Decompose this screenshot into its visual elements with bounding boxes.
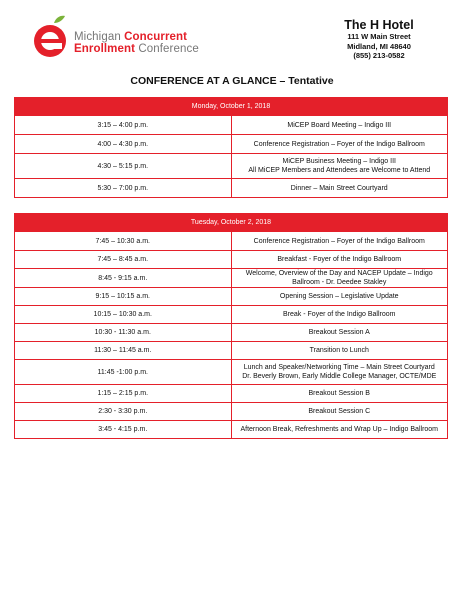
session-time: 9:15 – 10:15 a.m. <box>15 288 232 306</box>
session-time: 5:30 – 7:00 p.m. <box>15 179 232 198</box>
hotel-street: 111 W Main Street <box>347 32 411 41</box>
session-event: MiCEP Business Meeting – Indigo III All MiCEP Members and Attendees are Welcome to Attend <box>231 154 448 179</box>
session-event: Lunch and Speaker/Networking Time – Main Street Courtyard Dr. Beverly Brown, Early Middle College Manager, OCTE/MDE <box>231 360 448 385</box>
session-time: 2:30 - 3:30 p.m. <box>15 403 232 421</box>
table-row <box>15 324 448 342</box>
table-row <box>15 421 448 439</box>
day-header-row <box>15 214 448 232</box>
table-row <box>15 269 448 288</box>
session-time: 4:00 – 4:30 p.m. <box>15 135 232 154</box>
session-time: 10:30 - 11:30 a.m. <box>15 324 232 342</box>
session-event: Breakout Session A <box>231 324 448 342</box>
session-time: 10:15 – 10:30 a.m. <box>15 306 232 324</box>
logo-line-1: Michigan Concurrent <box>74 31 188 43</box>
session-event: Opening Session – Legislative Update <box>231 288 448 306</box>
session-event: MiCEP Board Meeting – Indigo III <box>231 116 448 135</box>
table-row <box>15 179 448 198</box>
page-title: CONFERENCE AT A GLANCE – Tentative <box>130 75 334 87</box>
table-row <box>15 288 448 306</box>
table-row <box>15 306 448 324</box>
session-event: Break - Foyer of the Indigo Ballroom <box>231 306 448 324</box>
table-row <box>15 154 448 179</box>
day-header: Tuesday, October 2, 2018 <box>15 214 448 232</box>
session-event: Breakfast - Foyer of the Indigo Ballroom <box>231 251 448 269</box>
document-header <box>0 0 464 70</box>
session-time: 3:15 – 4:00 p.m. <box>15 116 232 135</box>
schedule-table-tuesday <box>14 213 448 439</box>
session-event: Conference Registration – Foyer of the Indigo Ballroom <box>231 135 448 154</box>
session-time: 8:45 - 9:15 a.m. <box>15 269 232 288</box>
session-event: Conference Registration – Foyer of the Indigo Ballroom <box>231 232 448 251</box>
session-event: Breakout Session C <box>231 403 448 421</box>
hotel-name: The H Hotel <box>344 18 414 32</box>
session-time: 4:30 – 5:15 p.m. <box>15 154 232 179</box>
table-row <box>15 385 448 403</box>
session-time: 11:45 -1:00 p.m. <box>15 360 232 385</box>
session-event: Welcome, Overview of the Day and NACEP Update – Indigo Ballroom - Dr. Deedee Stakley <box>231 269 448 288</box>
session-event: Dinner – Main Street Courtyard <box>231 179 448 198</box>
session-time: 3:45 - 4:15 p.m. <box>15 421 232 439</box>
table-row <box>15 342 448 360</box>
apple-e-logo-icon <box>32 14 72 60</box>
table-row <box>15 232 448 251</box>
session-time: 1:15 – 2:15 p.m. <box>15 385 232 403</box>
day-header: Monday, October 1, 2018 <box>15 98 448 116</box>
session-time: 7:45 – 8:45 a.m. <box>15 251 232 269</box>
session-time: 7:45 – 10:30 a.m. <box>15 232 232 251</box>
session-event: Transition to Lunch <box>231 342 448 360</box>
hotel-phone: (855) 213-0582 <box>353 51 405 60</box>
session-time: 11:30 – 11:45 a.m. <box>15 342 232 360</box>
table-row <box>15 135 448 154</box>
table-row <box>15 360 448 385</box>
hotel-city: Midland, MI 48640 <box>347 41 411 51</box>
session-event: Breakout Session B <box>231 385 448 403</box>
logo-wordmark <box>74 31 199 55</box>
table-row <box>15 251 448 269</box>
table-row <box>15 116 448 135</box>
hotel-address-block <box>324 18 434 61</box>
logo-line-2: Enrollment Conference <box>74 43 199 55</box>
table-row <box>15 403 448 421</box>
conference-logo <box>32 14 212 64</box>
session-event: Afternoon Break, Refreshments and Wrap Up – Indigo Ballroom <box>231 421 448 439</box>
day-header-row <box>15 98 448 116</box>
schedule-table-monday <box>14 97 448 198</box>
